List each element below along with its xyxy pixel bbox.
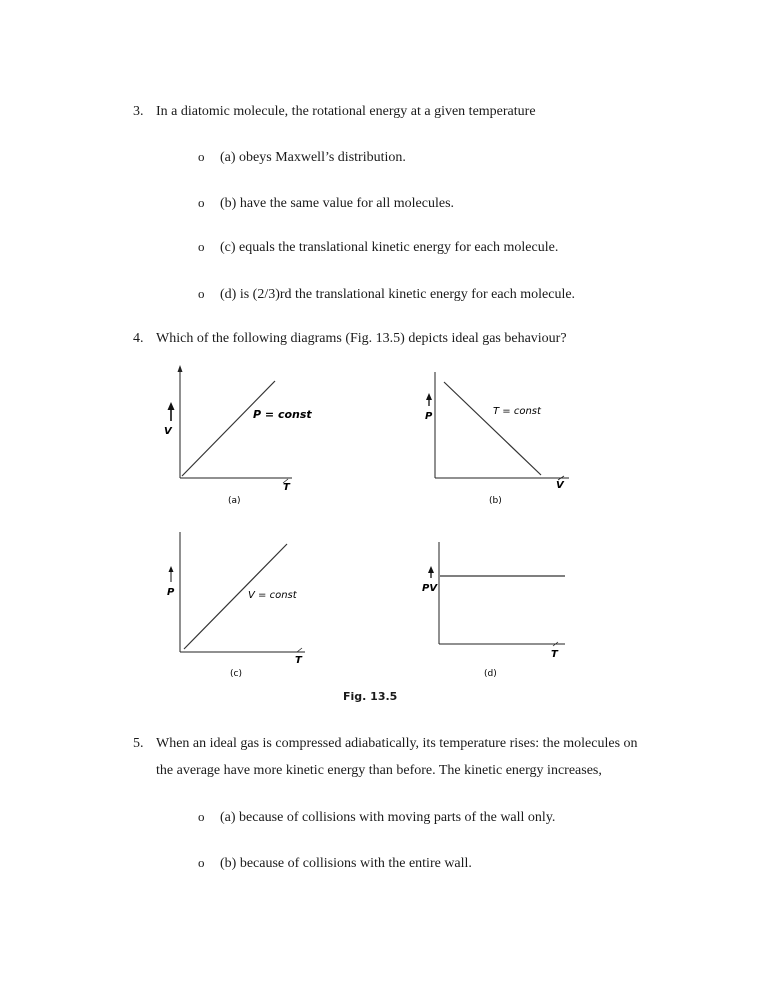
bullet-icon: o — [198, 195, 205, 210]
diagram-panel-b — [405, 362, 595, 512]
option-text: (c) equals the translational kinetic energy for each molecule. — [220, 240, 559, 255]
panel-label: (b) — [489, 496, 502, 506]
bullet-icon: o — [198, 239, 205, 254]
q3-option-c — [198, 239, 558, 256]
q3-option-b — [198, 195, 454, 212]
bullet-icon: o — [198, 809, 205, 824]
question-4 — [133, 331, 567, 347]
x-axis-label: T — [295, 655, 302, 666]
bullet-icon: o — [198, 149, 205, 164]
q3-option-a — [198, 149, 406, 166]
question-5 — [133, 736, 638, 752]
y-axis-label: PV — [422, 583, 438, 594]
question-number: 4. — [133, 331, 144, 346]
x-label-arrow-icon — [297, 648, 302, 652]
panel-label: (a) — [228, 496, 241, 506]
graph-line — [182, 381, 275, 476]
y-axis-label: P — [425, 411, 433, 422]
question-number: 5. — [133, 736, 144, 751]
x-axis-label: T — [551, 649, 558, 660]
y-label-arrow-head-icon — [169, 566, 174, 572]
panel-label: (c) — [230, 669, 242, 678]
graph-annotation: V = const — [248, 590, 297, 601]
question-text: When an ideal gas is compressed adiabatically, its temperature rises: the molecules on — [156, 736, 638, 751]
panel-label: (d) — [484, 669, 497, 678]
option-text: (a) obeys Maxwell’s distribution. — [220, 150, 406, 165]
question-5-line-2: the average have more kinetic energy than before. The kinetic energy increases, — [156, 763, 602, 778]
x-axis-label: T — [283, 482, 290, 493]
option-text: (a) because of collisions with moving parts of the wall only. — [220, 810, 556, 825]
y-label-arrow-head-icon — [428, 566, 434, 573]
diagram-panel-c — [150, 528, 340, 678]
bullet-icon: o — [198, 286, 205, 301]
option-text: (b) because of collisions with the entire wall. — [220, 856, 472, 871]
q5-option-b — [198, 855, 472, 872]
option-text: (d) is (2/3)rd the translational kinetic energy for each molecule. — [220, 287, 576, 302]
diagram-panel-a — [150, 362, 340, 512]
diagram-panel-d — [405, 528, 595, 678]
y-axis-label: P — [167, 587, 175, 598]
x-axis-label: V — [556, 480, 564, 491]
question-number: 3. — [133, 104, 144, 119]
y-axis-arrow-icon — [178, 365, 183, 372]
y-label-arrow-head-icon — [168, 402, 175, 410]
option-text: (b) have the same value for all molecules. — [220, 196, 455, 211]
q3-option-d — [198, 286, 575, 303]
bullet-icon: o — [198, 855, 205, 870]
question-text: In a diatomic molecule, the rotational energy at a given temperature — [156, 104, 536, 119]
graph-annotation: T = const — [493, 406, 541, 417]
question-3 — [133, 104, 536, 120]
y-axis-label: V — [164, 426, 172, 437]
graph-line — [444, 382, 541, 475]
question-text: Which of the following diagrams (Fig. 13.5) depicts ideal gas behaviour? — [156, 331, 567, 346]
figure-caption: Fig. 13.5 — [343, 690, 398, 703]
q5-option-a — [198, 809, 555, 826]
graph-annotation: P = const — [253, 408, 312, 421]
y-label-arrow-head-icon — [426, 393, 432, 400]
